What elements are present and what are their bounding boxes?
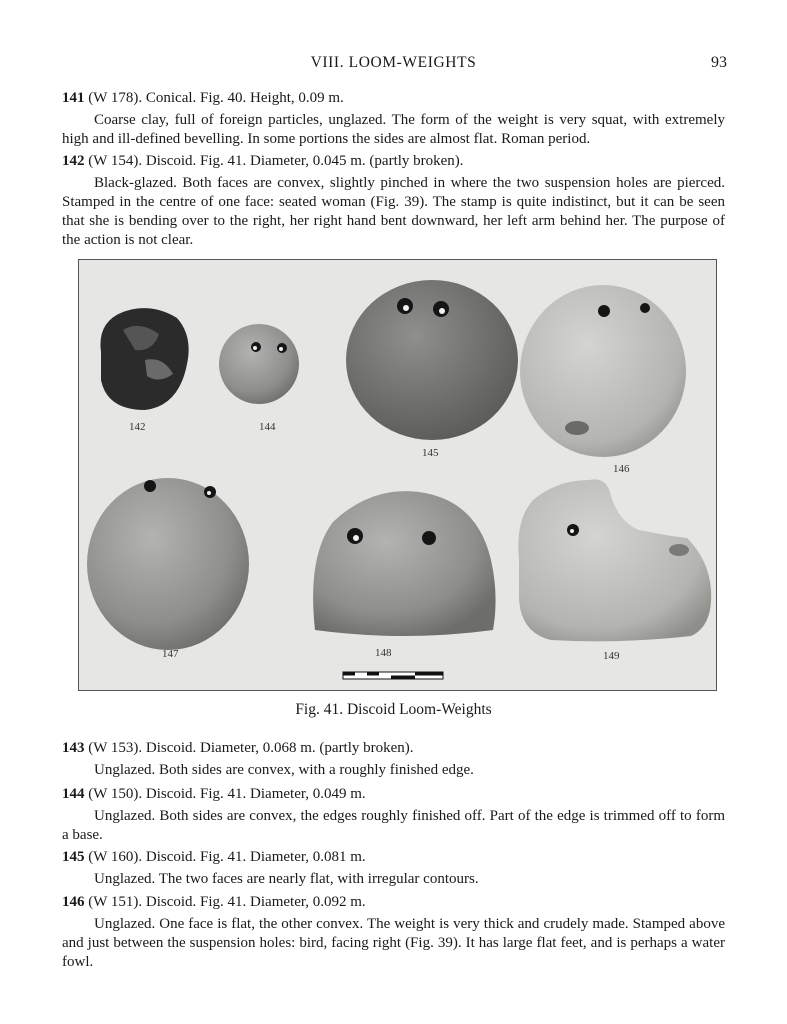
entry-summary: (W 178). Conical. Fig. 40. Height, 0.09 m. [84,90,344,106]
entry-number: 144 [62,786,85,802]
figure-caption: Fig. 41. Discoid Loom-Weights [295,701,492,718]
catalogue-entry-141 [62,89,725,149]
entry-summary: (W 154). Discoid. Fig. 41. Diameter, 0.045 m. (partly broken). [84,153,464,169]
entry-description: Black-glazed. Both faces are convex, slightly pinched in where the two suspension holes are pierced. Stamped in the centre of one face: seated woman (Fig. 39). The stamp is quite indistinct, but it can be seen that she is bending over to the right, her right hand bent downward, her left arm behind her. The purpose of the action is not clear. [62,175,725,248]
page-header [0,54,787,76]
figure-label-145: 145 [422,447,439,459]
page-number: 93 [711,54,727,71]
loom-weight-146 [520,285,686,457]
figure-label-147: 147 [162,648,179,660]
entry-heading [62,739,725,758]
loom-weight-147 [87,478,249,650]
catalogue-entry-143 [62,739,725,780]
entry-description: Unglazed. Both sides are convex, the edges roughly finished off. Part of the edge is trimmed off to form a base. [62,808,725,843]
entry-heading [62,848,725,867]
entry-heading [62,893,725,912]
scale-bar [343,672,443,679]
loom-weights-photo [79,260,716,690]
figure-label-142: 142 [129,421,146,433]
running-head: VIII. LOOM-WEIGHTS [310,54,477,71]
entry-description: Coarse clay, full of foreign particles, unglazed. The form of the weight is very squat, with extremely high and ill-defined bevelling. In some portions the sides are almost flat. Roman period. [62,112,725,147]
catalogue-entry-145 [62,848,725,889]
figure-label-144: 144 [259,421,276,433]
entry-summary: (W 160). Discoid. Fig. 41. Diameter, 0.081 m. [84,849,366,865]
entry-summary: (W 151). Discoid. Fig. 41. Diameter, 0.092 m. [84,894,366,910]
figure-plate [78,259,717,691]
catalogue-entry-144 [62,785,725,845]
entry-number: 143 [62,740,85,756]
loom-weight-144 [219,324,299,404]
figure-label-146: 146 [613,463,630,475]
entry-heading [62,89,725,108]
entry-description: Unglazed. One face is flat, the other convex. The weight is very thick and crudely made. Stamped above and just between the suspension holes: bird, facing right (Fig. 39). It has large flat feet, and is perhaps a water fowl. [62,916,725,970]
entry-number: 142 [62,153,85,169]
entry-description: Unglazed. Both sides are convex, with a roughly finished edge. [94,762,474,778]
figure-label-148: 148 [375,647,392,659]
entry-number: 145 [62,849,85,865]
loom-weight-145 [346,280,518,440]
figure-label-149: 149 [603,650,620,662]
entry-number: 146 [62,894,85,910]
entry-number: 141 [62,90,85,106]
entry-summary: (W 153). Discoid. Diameter, 0.068 m. (partly broken). [84,740,414,756]
entry-summary: (W 150). Discoid. Fig. 41. Diameter, 0.049 m. [84,786,366,802]
entry-heading [62,785,725,804]
catalogue-entry-142 [62,152,725,250]
entry-heading [62,152,725,171]
entry-description: Unglazed. The two faces are nearly flat, with irregular contours. [94,871,479,887]
catalogue-entry-146 [62,893,725,972]
